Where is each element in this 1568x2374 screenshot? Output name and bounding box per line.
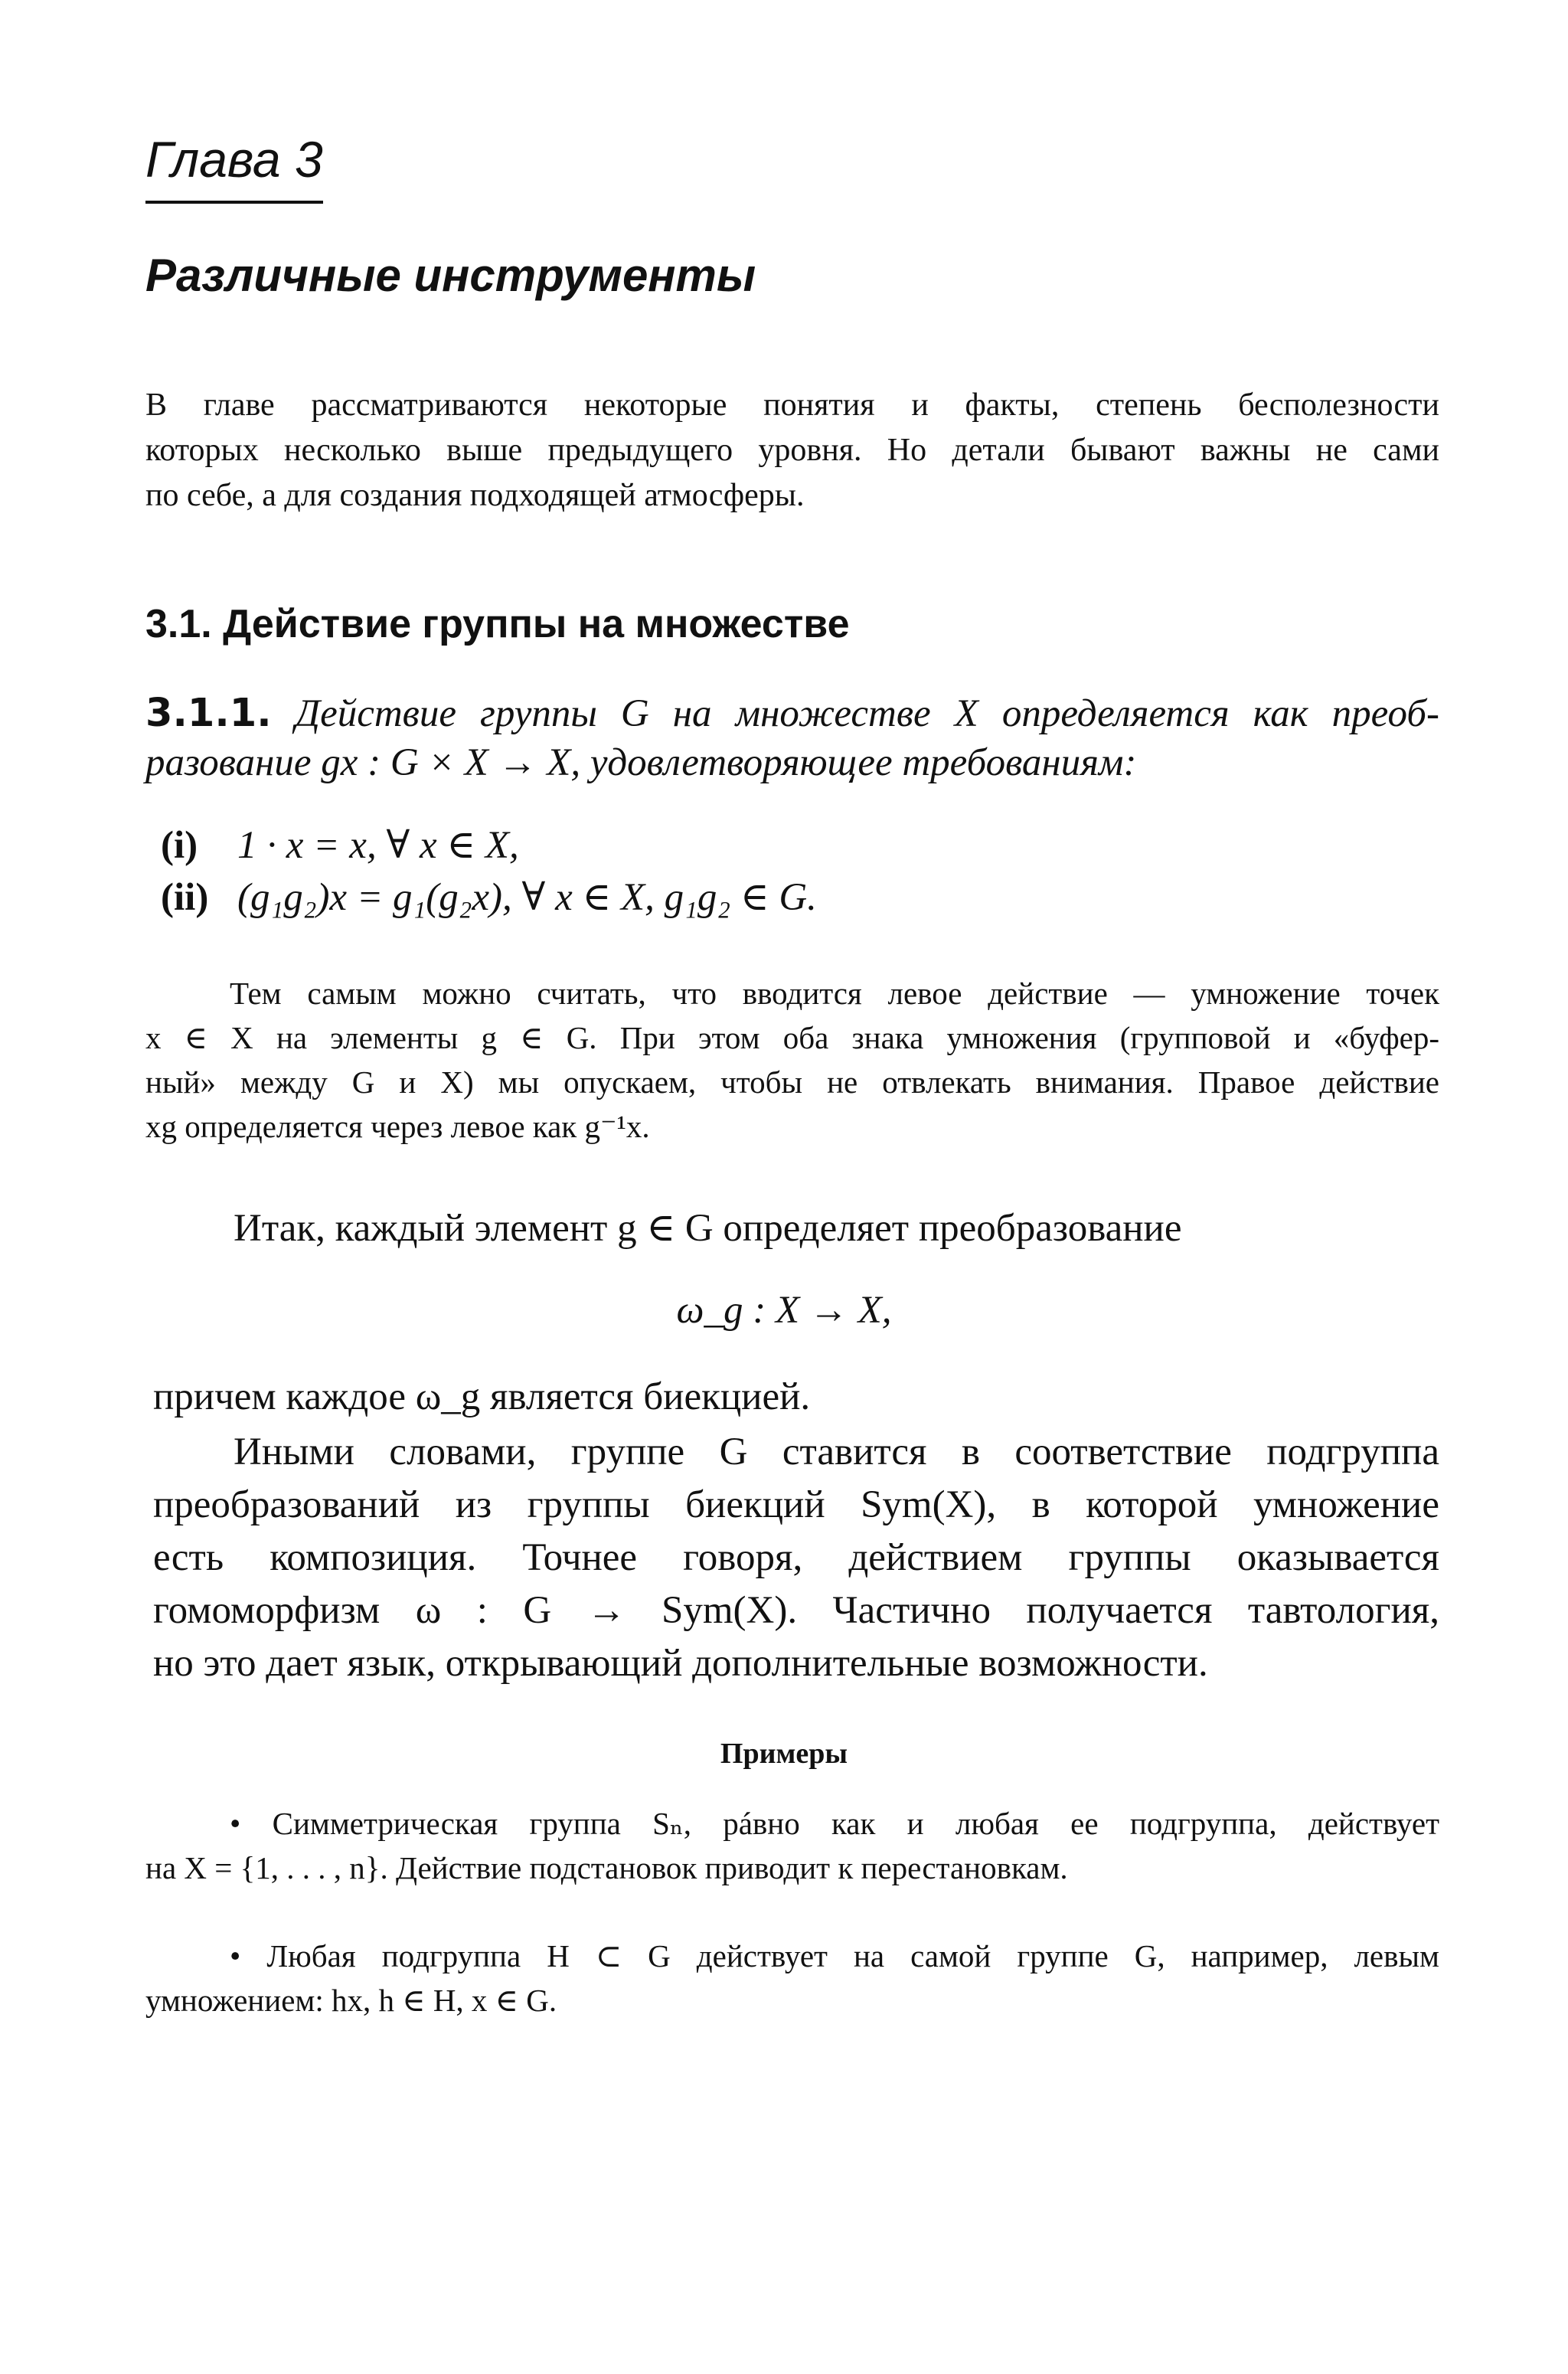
display-formula: ω_g : X → X, <box>676 1289 892 1332</box>
chapter-intro <box>145 383 1439 518</box>
chapter-title: Различные инструменты <box>145 250 756 301</box>
example-item <box>145 1934 1439 2022</box>
condition-label: (ii) <box>161 876 209 919</box>
remark-block <box>145 971 1439 1149</box>
intro-line: В главе рассматриваются некоторые понятия и факты, степень бесполезности <box>145 387 1439 423</box>
condition-text: 1 · x = x, ∀ x ∈ X, <box>237 824 519 867</box>
condition-item <box>161 819 817 871</box>
paragraph-line: причем каждое ω_g является биекцией. <box>153 1375 811 1418</box>
examples-heading: Примеры <box>720 1738 848 1770</box>
remark-line: Тем самым можно считать, что вводится левое действие — умножение точек <box>230 976 1439 1011</box>
chapter-underline <box>145 201 323 204</box>
condition-label: (i) <box>161 824 198 867</box>
conditions-list <box>161 819 817 924</box>
example-line: умножением: hx, h ∈ H, x ∈ G. <box>145 1983 557 2018</box>
example-line: • Любая подгруппа H ⊂ G действует на самой группе G, например, левым <box>230 1938 1439 1973</box>
intro-line: по себе, а для создания подходящей атмосферы. <box>145 478 805 513</box>
paragraph-line: преобразований из группы биекций Sym(X), в которой умножение <box>153 1483 1439 1526</box>
remark-line: ный» между G и X) мы опускаем, чтобы не отвлекать внимания. Правое действие <box>145 1064 1439 1100</box>
paragraph-line: гомоморфизм ω : G → Sym(X). Частично получается тавтология, <box>153 1589 1439 1632</box>
section-title: 3.1. Действие группы на множестве <box>145 602 850 646</box>
example-line: • Симметрическая группа Sₙ, рáвно как и любая ее подгруппа, действует <box>230 1806 1439 1841</box>
example-item <box>145 1801 1439 1890</box>
paragraph-line: но это дает язык, открывающий дополнительные возможности. <box>153 1642 1208 1685</box>
intro-line: которых несколько выше предыдущего уровня. Но детали бывают важны не сами <box>145 433 1439 468</box>
remark-line: x ∈ X на элементы g ∈ G. При этом оба знака умножения (групповой и «буфер- <box>145 1020 1439 1055</box>
paragraph-line: Итак, каждый элемент g ∈ G определяет преобразование <box>234 1207 1182 1250</box>
chapter-label: Глава 3 <box>145 131 323 188</box>
example-line: на X = {1, . . . , n}. Действие подстановок приводит к перестановкам. <box>145 1850 1068 1885</box>
condition-text: (g₁g₂)x = g₁(g₂x), ∀ x ∈ X, g₁g₂ ∈ G. <box>237 876 817 919</box>
definition-block <box>145 689 1439 787</box>
paragraph-line: есть композиция. Точнее говоря, действием группы оказывается <box>153 1536 1439 1579</box>
paragraph-line: Иными словами, группе G ставится в соответствие подгруппа <box>234 1431 1439 1473</box>
paragraph <box>153 1426 1439 1690</box>
definition-line: Действие группы G на множестве X определяется как преоб- <box>295 692 1439 735</box>
definition-line: разование gx : G × X → X, удовлетворяющее требованиям: <box>145 741 1137 784</box>
definition-number: 3.1.1. <box>145 691 272 736</box>
condition-item <box>161 871 817 924</box>
remark-line: xg определяется через левое как g⁻¹x. <box>145 1109 650 1144</box>
